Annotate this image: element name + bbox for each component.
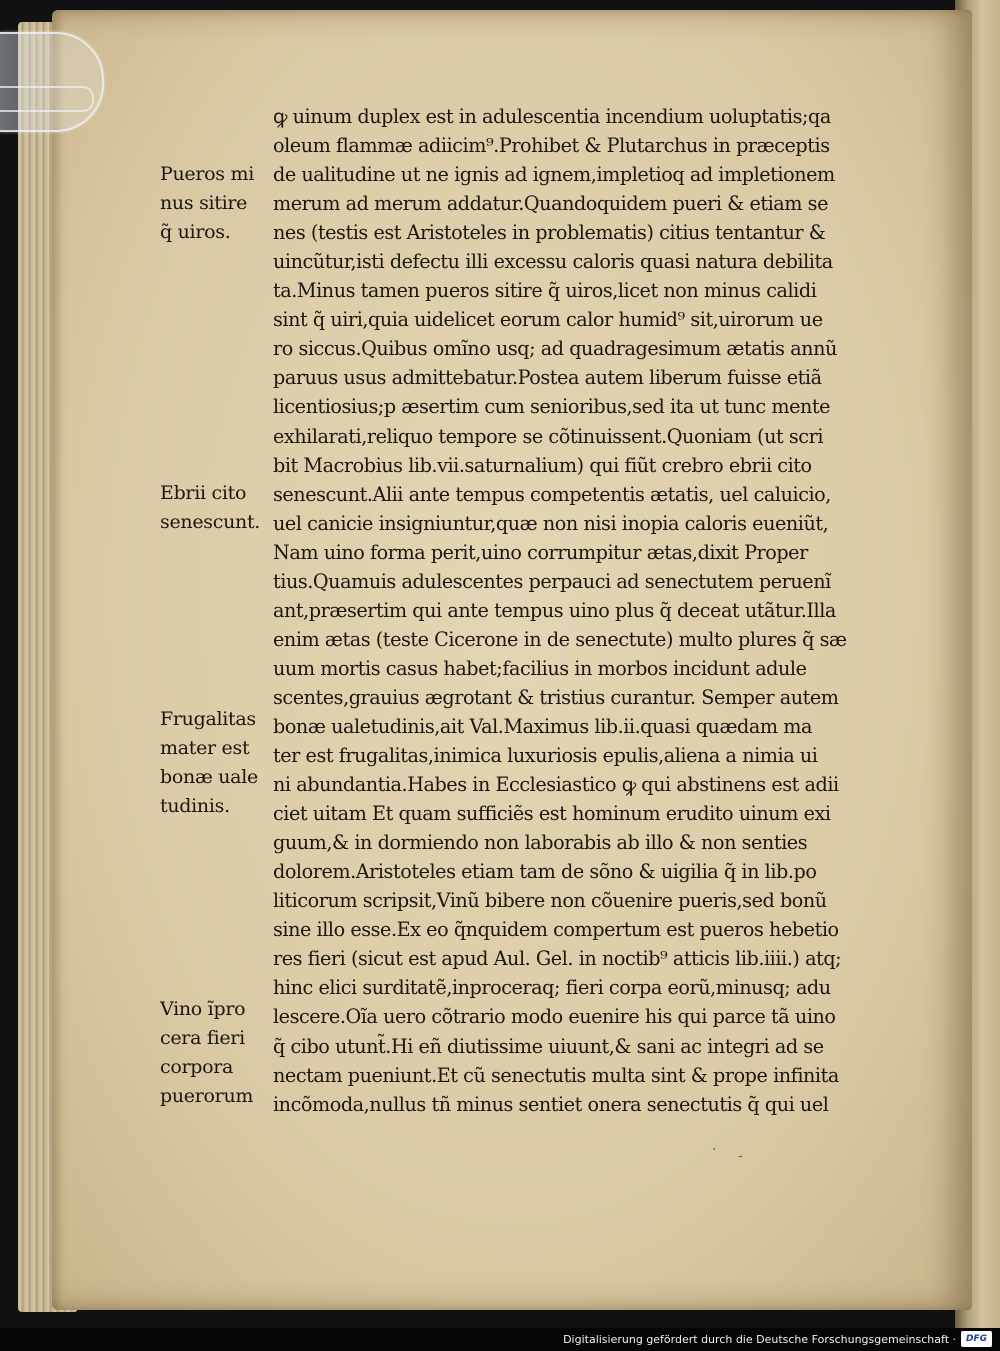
text-line: q̃ cibo utunt̃.Hi eñ diutissime uiuunt,& sani ac integri ad se [273,1034,824,1058]
paper-clip [0,32,104,132]
text-line: ni abundantia.Habes in Ecclesiastico ꝙ qui abstinens est adii [273,773,839,797]
text-line: bit Macrobius lib.vii.saturnalium) qui fiũt crebro ebrii cito [273,453,812,477]
text-line: senescunt.Alii ante tempus competentis ætatis, uel caluicio, [273,482,831,506]
text-line: licentiosius;p æsertim cum senioribus,sed ita ut tunc mente [273,395,831,419]
text-line: scentes,grauius ægrotant & tristius curantur. Semper autem [273,685,839,709]
footer-bar [0,1328,1000,1351]
margin-note-1: Pueros mi nus sitire q̃ uiros. [160,163,254,243]
text-line: res fieri (sicut est apud Aul. Gel. in noctib⁹ atticis lib.iiii.) atq; [273,947,842,971]
text-line: tius.Quamuis adulescentes perpauci ad senectutem peruenĩ [273,569,831,593]
text-line: paruus usus admittebatur.Postea autem liberum fuisse etiã [273,366,822,390]
main-text-block [273,102,921,1119]
text-line: uel canicie insigniuntur,quæ non nisi inopia caloris eueniũt, [273,511,829,535]
text-line: dolorem.Aristoteles etiam tam de sõno & uigilia q̃ in lib.po [273,860,817,884]
margin-note-3: Frugalitas mater est bonæ uale tudinis. [160,708,258,817]
dfg-logo-icon: DFG [961,1331,992,1347]
text-line: ciet uitam Et quam sufficiẽs est hominum erudito uinum exi [273,802,831,826]
text-line: bonæ ualetudinis,ait Val.Maximus lib.ii.quasi quædam ma [273,714,813,738]
text-line: Nam uino forma perit,uino corrumpitur ætas,dixit Proper [273,540,808,564]
text-line: ꝙ uinum duplex est in adulescentia incendium uoluptatis;qa [273,105,831,128]
text-line: de ualitudine ut ne ignis ad ignem,impletioq ad impletionem [273,163,835,187]
text-line: nectam pueniunt.Et cũ senectutis multa sint & prope infinita [273,1063,839,1087]
text-line: lescere.Oĩa uero cõtrario modo euenire his qui parce tã uino [273,1005,836,1029]
text-line: ter est frugalitas,inimica luxuriosis epulis,aliena a nimia ui [273,744,818,768]
text-line: incõmoda,nullus tñ minus sentiet onera senectutis q̃ qui uel [273,1092,829,1116]
text-line: ant,præsertim qui ante tempus uino plus q̃ deceat utãtur.Illa [273,598,836,622]
text-line: ta.Minus tamen pueros sitire q̃ uiros,licet non minus calidi [273,279,817,303]
text-line: hinc elici surditatẽ,inproceraq; fieri corpa eorũ,minusq; adu [273,976,831,1000]
text-line: nes (testis est Aristoteles in problematis) citius tentantur & [273,221,826,245]
text-line: sine illo esse.Ex eo q̃nquidem compertum est pueros hebetio [273,918,839,942]
text-line: exhilarati,reliquo tempore se cõtinuissent.Quoniam (ut scri [273,424,824,448]
text-line: oleum flammæ adiicim⁹.Prohibet & Plutarchus in præceptis [273,134,830,158]
text-line: guum,& in dormiendo non laborabis ab illo & non senties [273,831,808,855]
show-through-top [140,110,260,139]
footer-credit: Digitalisierung gefördert durch die Deutsche Forschungsgemeinschaft · [563,1333,956,1346]
text-line: liticorum scripsit,Vinũ bibere non cõuenire pueris,sed bonũ [273,889,827,913]
ink-speck: - [738,1148,743,1164]
text-line: uum mortis casus habet;facilius in morbos incidunt adule [273,656,807,680]
text-line: merum ad merum addatur.Quandoquidem pueri & etiam se [273,192,828,216]
margin-note-2: Ebrii cito senescunt. [160,482,261,533]
text-line: enim ætas (teste Cicerone in de senectute) multo plures q̃ sæ [273,627,847,651]
text-line: ro siccus.Quibus omĩno usq; ad quadragesimum ætatis annũ [273,337,837,361]
text-line: sint q̃ uiri,quia uidelicet eorum calor humid⁹ sit,uirorum ue [273,308,823,332]
margin-note-4: Vino ĩpro cera fieri corpora puerorum [160,998,254,1107]
ink-speck: · [712,1142,717,1158]
text-line: uincũtur,isti defectu illi excessu caloris quasi natura debilita [273,250,833,274]
